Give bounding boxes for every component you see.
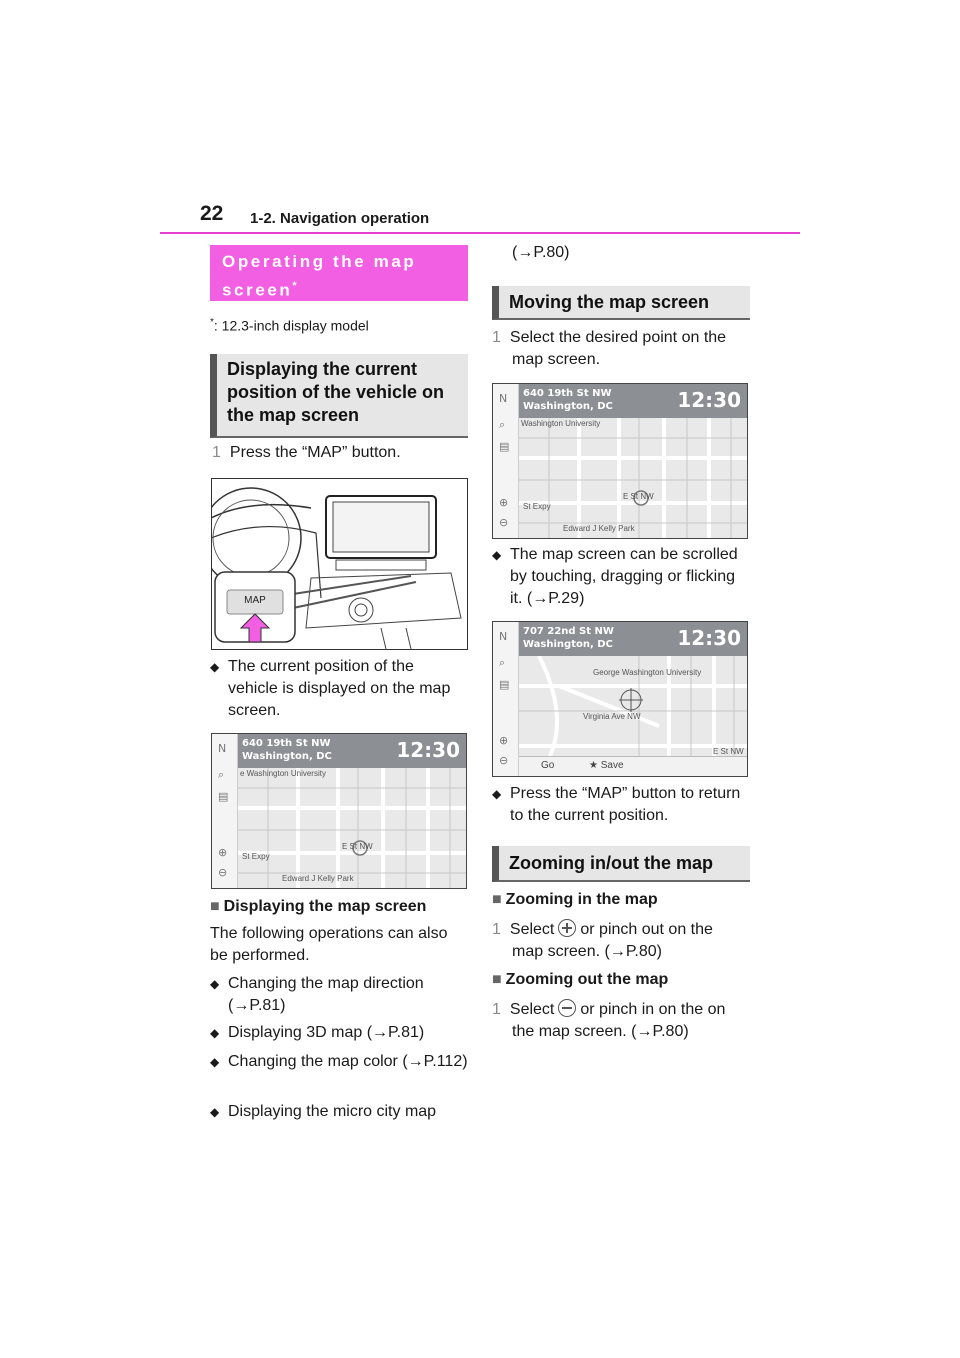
para-operations: The following operations can also be performed. [210, 925, 448, 964]
search-icon: ⌕ [499, 418, 506, 431]
map-topbar [238, 734, 466, 768]
map-sidebar [493, 622, 519, 776]
zoom-in-icon[interactable]: ⊕ [218, 846, 228, 859]
section-title: 1-2. Navigation operation [250, 210, 430, 227]
bullet-current-position: ◆ The current position of the vehicle is displayed on the map screen. [210, 656, 468, 722]
step-number: 1 [492, 329, 501, 346]
map-screen-3 [492, 621, 748, 777]
map-label: E St NW [342, 842, 373, 851]
bullet-item: ◆ Changing the map color (→P.112) [210, 1051, 468, 1073]
dashboard-illustration [211, 478, 468, 650]
map-label: St Expy [242, 852, 270, 861]
map-label: Washington University [521, 419, 601, 428]
step-number: 1 [492, 921, 501, 938]
square-bullet-icon: ■ [492, 971, 502, 988]
map-clock: 12:30 [677, 626, 741, 650]
title-asterisk: * [292, 280, 297, 292]
step-press-map [212, 442, 468, 464]
zoom-out-icon[interactable]: ⊖ [499, 516, 509, 529]
save-button[interactable]: ★ Save [589, 760, 624, 771]
map-clock: 12:30 [677, 388, 741, 412]
map-sidebar [212, 734, 238, 888]
zoom-out-icon [558, 999, 576, 1017]
go-button[interactable]: Go [541, 760, 555, 771]
map-button-label: MAP [244, 595, 266, 606]
map-label: St Expy [523, 502, 551, 511]
step-number: 1 [492, 1001, 501, 1018]
map-label: Edward J Kelly Park [563, 524, 635, 533]
page-number: 22 [200, 202, 224, 225]
map-screen-1 [211, 733, 467, 889]
heading-moving-map: Moving the map screen [492, 286, 750, 320]
map-streets [519, 418, 748, 539]
map-address: 640 19th St NW Washington, DC [523, 388, 613, 412]
menu-icon: ▤ [499, 440, 510, 453]
square-bullet-icon: ■ [492, 891, 502, 908]
zoom-in-icon[interactable]: ⊕ [499, 496, 509, 509]
map-label: e Washington University [240, 769, 326, 778]
sub-heading-zoom-out: ■ Zooming out the map [492, 971, 669, 988]
map-label: E St NW [623, 492, 654, 501]
header-rule [160, 232, 800, 234]
heading-zoom: Zooming in/out the map [492, 846, 750, 882]
map-topbar [519, 384, 747, 418]
map-screen-2 [492, 383, 748, 539]
step-zoom-out: 1 Select or pinch in on the on the map screen. (→P.80) [492, 1001, 726, 1040]
search-icon: ⌕ [499, 656, 506, 669]
main-title: Operating the map screen [222, 252, 417, 300]
zoom-out-icon[interactable]: ⊖ [218, 866, 228, 879]
map-label: E St NW [713, 747, 744, 756]
map-address: 640 19th St NW Washington, DC [242, 738, 332, 762]
continued-ref: (→P.80) [512, 244, 570, 261]
bullet-item: ◆ Displaying the micro city map [210, 1101, 468, 1123]
bullet-item: ◆ Changing the map direction (→P.81) [210, 973, 468, 1017]
main-title-banner [210, 245, 468, 301]
zoom-in-icon [558, 919, 576, 937]
compass-icon: N [499, 630, 508, 643]
footnote-text: : 12.3-inch display model [213, 317, 369, 334]
map-streets [238, 768, 467, 889]
bullet-return: ◆ Press the “MAP” button to return to the current position. [492, 783, 750, 827]
map-label: George Washington University [593, 668, 702, 677]
map-address: 707 22nd St NW Washington, DC [523, 626, 614, 650]
map-sidebar [493, 384, 519, 538]
menu-icon: ▤ [499, 678, 510, 691]
square-bullet-icon: ■ [210, 898, 220, 915]
bullet-scroll: ◆ The map screen can be scrolled by touching, dragging or flicking it. (→P.29) [492, 544, 750, 610]
map-clock: 12:30 [396, 738, 460, 762]
zoom-out-icon[interactable]: ⊖ [499, 754, 509, 767]
footnote-asterisk: * [210, 317, 214, 328]
search-icon: ⌕ [218, 768, 225, 781]
step-zoom-in: 1 Select or pinch out on the map screen. (→P.80) [492, 921, 713, 960]
menu-icon: ▤ [218, 790, 229, 803]
footnote [210, 312, 369, 337]
sub-heading-display: ■ Displaying the map screen [210, 898, 427, 915]
bullet-item: ◆ Displaying 3D map (→P.81) [210, 1022, 468, 1044]
compass-icon: N [499, 392, 508, 405]
step-select-point: 1 Select the desired point on the map screen. [492, 329, 727, 368]
heading-current-position: Displaying the current position of the vehicle on the map screen [210, 354, 468, 438]
sub-heading-zoom-in: ■ Zooming in the map [492, 891, 658, 908]
map-topbar [519, 622, 747, 656]
map-action-bar [519, 756, 747, 776]
step-number: 1 [212, 444, 221, 461]
zoom-in-icon[interactable]: ⊕ [499, 734, 509, 747]
compass-icon: N [218, 742, 227, 755]
map-label: Virginia Ave NW [583, 712, 641, 721]
map-label: Edward J Kelly Park [282, 874, 354, 883]
step-text: Press the “MAP” button. [229, 444, 401, 461]
